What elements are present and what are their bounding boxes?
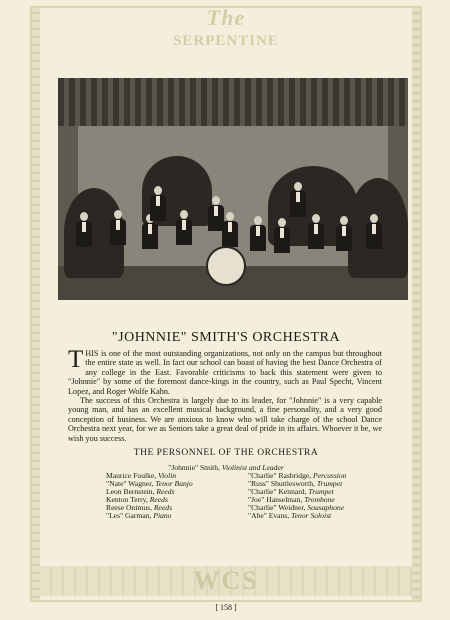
- footer-monogram: WCS: [193, 566, 259, 595]
- member-name: Leon Bernstein,: [106, 487, 155, 497]
- orchestra-photo: [58, 78, 408, 300]
- page-number: [ 158 ]: [215, 603, 237, 612]
- member-role: Tenor Soloist: [291, 511, 332, 521]
- stage-curtain: [58, 78, 408, 126]
- member-name: Maurice Foulke,: [106, 471, 157, 480]
- personnel-leader: [40, 463, 412, 472]
- member-name: Kenton Terry,: [106, 495, 148, 505]
- leader-name: "Johnnie" Smith,: [168, 463, 220, 472]
- member-name: "Nate" Wagner,: [106, 479, 154, 489]
- banner-subtitle: SERPENTINE: [173, 33, 279, 49]
- member-role: Piano: [153, 511, 172, 521]
- member-role: Percussion: [313, 471, 347, 480]
- member-role: Violin: [158, 471, 177, 480]
- paragraph-1: [68, 346, 382, 396]
- member-name: "Charlie" Rasbridge,: [248, 471, 312, 480]
- paragraph-1-text: HIS is one of the most outstanding organizations, not only on the campus but throughout the entire state as well. In fact our school can boast of having the best Dance Orchestra of any college in the East. Favorable criticisms to back this statement were given to "Johnnie" by some of the foremost dance-kings in the country, such as Paul Specht, Vincent Lopez, and Roger Wolfe Kahn.: [68, 349, 382, 396]
- member-role: Reeds: [156, 487, 175, 497]
- personnel-right-column: [248, 472, 347, 521]
- leader-role: Violinist and Leader: [221, 463, 284, 472]
- header-banner: [40, 6, 412, 62]
- article-heading: "JOHNNIE" SMITH'S ORCHESTRA: [111, 330, 341, 345]
- banner-title: The: [206, 5, 246, 30]
- member-role: Reeds: [149, 495, 168, 505]
- member-name: "Charlie" Weidner,: [248, 503, 306, 513]
- member-role: Trombone: [304, 495, 335, 505]
- member-role: Tenor Banjo: [155, 479, 193, 489]
- personnel-left-column: [106, 472, 193, 521]
- member-role: Trumpet: [316, 479, 343, 489]
- member-role: Trumpet: [308, 487, 334, 497]
- member-entry: [106, 512, 193, 520]
- member-entry: [248, 512, 347, 520]
- member-role: Reeds: [153, 503, 173, 513]
- member-role: Sousaphone: [307, 503, 345, 513]
- member-name: "Russ" Shuttlesworth,: [248, 479, 315, 489]
- member-name: "Abe" Evans,: [248, 511, 290, 521]
- member-name: "Les" Garman,: [106, 511, 152, 521]
- bass-drum: [206, 246, 246, 286]
- personnel-title: THE PERSONNEL OF THE ORCHESTRA: [133, 448, 319, 458]
- member-name: "Charlie" Kennard,: [248, 487, 307, 497]
- member-name: "Joe" Hanselman,: [248, 495, 303, 505]
- member-name: Reese Onimus,: [106, 503, 152, 513]
- article-body: [68, 346, 382, 443]
- drop-cap: T: [68, 346, 84, 373]
- paragraph-2: The success of this Orchestra is largely due to its leader, for "Johnnie" is a very capable young man, and has an excellent musical background, a fine personality, and a very good conception of business. We are anxious to know who will take charge of the school Dance Orchestra next year, for we as Seniors take a great deal of pride in its affairs. Whoever it be, we wish you success.: [68, 396, 382, 443]
